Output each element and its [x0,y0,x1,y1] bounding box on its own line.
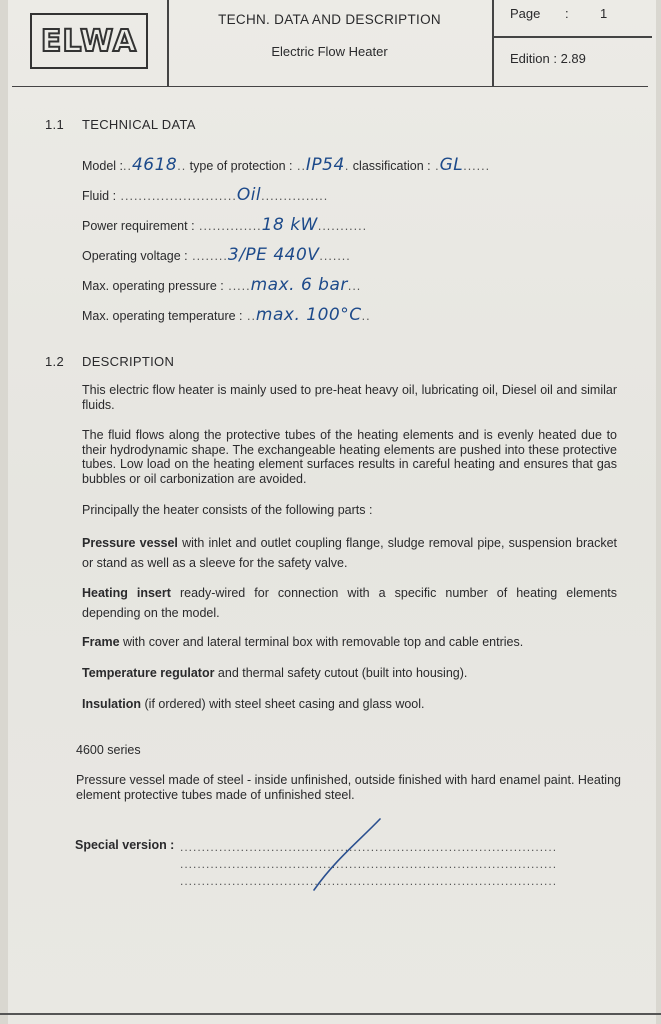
protection-value: IP54 [305,155,345,175]
part-item [82,533,617,573]
pressure-value: max. 6 bar [250,275,348,295]
temperature-value: max. 100°C [255,305,362,325]
page-label: Page [510,6,541,21]
part-name: Temperature regulator [82,666,215,680]
elwa-logo: ELWA [30,13,148,69]
part-name: Frame [82,635,120,649]
part-item [82,632,617,652]
part-item [82,583,617,623]
description-paragraph: This electric flow heater is mainly used to pre-heat heavy oil, lubricating oil, Diesel oil and similar fluids. [82,383,617,412]
power-row: Power requirement : ..............18 kW........... [82,215,368,235]
voltage-row: Operating voltage : ........3/PE 440V....... [82,245,351,265]
temperature-row: Max. operating temperature : ..max. 100°C.. [82,305,371,325]
page-number: 1 [600,6,608,21]
part-text: with cover and lateral terminal box with removable top and cable entries. [119,635,524,649]
voltage-value: 3/PE 440V [227,245,320,265]
model-row: Model :..4618.. type of protection : ..IP54. classification : .GL...... [82,155,491,175]
model-value: 4618 [131,155,178,175]
protection-label: type of protection : [189,159,293,173]
fluid-value: Oil [236,185,262,205]
document-header [12,0,660,88]
section-title: TECHNICAL DATA [82,117,196,132]
power-value: 18 kW [261,215,318,235]
part-name: Pressure vessel [82,536,178,550]
pressure-row: Max. operating pressure : .....max. 6 bar... [82,275,362,295]
voltage-label: Operating voltage : [82,249,188,263]
fluid-row: Fluid : ..........................Oil............... [82,185,329,205]
series-text: Pressure vessel made of steel - inside unfinished, outside finished with hard enamel paint. Heating element protective tubes made of unfinished steel. [76,773,621,802]
header-divider [492,0,494,86]
section-number: 1.2 [45,354,64,369]
header-title: TECHN. DATA AND DESCRIPTION [218,12,441,27]
part-item [82,663,617,683]
part-name: Insulation [82,697,142,711]
model-label: Model : [82,159,123,173]
description-paragraph: The fluid flows along the protective tubes of the heating elements and is evenly heated due to their hydrodynamic shape. The exchangeable heating elements are pushed into these protective tubes. Low load on the heating element surfaces results in careful heating and ensures that gas bubbles or oil carbonization are avoided. [82,428,617,486]
classification-label: classification : [352,159,431,173]
header-subtitle: Electric Flow Heater [271,44,388,59]
section-number: 1.1 [45,117,64,132]
page-colon: : [565,6,569,21]
special-version-line: ....................................................................................... [180,840,558,854]
power-label: Power requirement : [82,219,195,233]
page-edge [0,1013,661,1015]
header-divider [492,36,652,38]
temperature-label: Max. operating temperature : [82,309,243,323]
fluid-label: Fluid : [82,189,117,203]
classification-value: GL [439,155,464,175]
part-text: with inlet and outlet coupling flange, sludge removal pipe, suspension bracket or stand as well as a sleeve for the safety valve. [82,536,617,570]
pressure-label: Max. operating pressure : [82,279,224,293]
special-version-line: ....................................................................................... [180,857,558,871]
special-version-label: Special version : [75,838,175,852]
series-title: 4600 series [76,743,141,757]
strike-through-mark [290,815,390,895]
section-title: DESCRIPTION [82,354,175,369]
part-name: Heating insert [82,586,171,600]
part-text: ready-wired for connection with a specific number of heating elements depending on the model. [82,586,617,620]
part-text: and thermal safety cutout (built into housing). [214,666,468,680]
special-version-line: ....................................................................................... [180,874,558,888]
description-paragraph: Principally the heater consists of the following parts : [82,503,373,517]
edition-label: Edition : 2.89 [510,51,586,66]
part-item [82,694,617,714]
part-text: (if ordered) with steel sheet casing and glass wool. [141,697,425,711]
